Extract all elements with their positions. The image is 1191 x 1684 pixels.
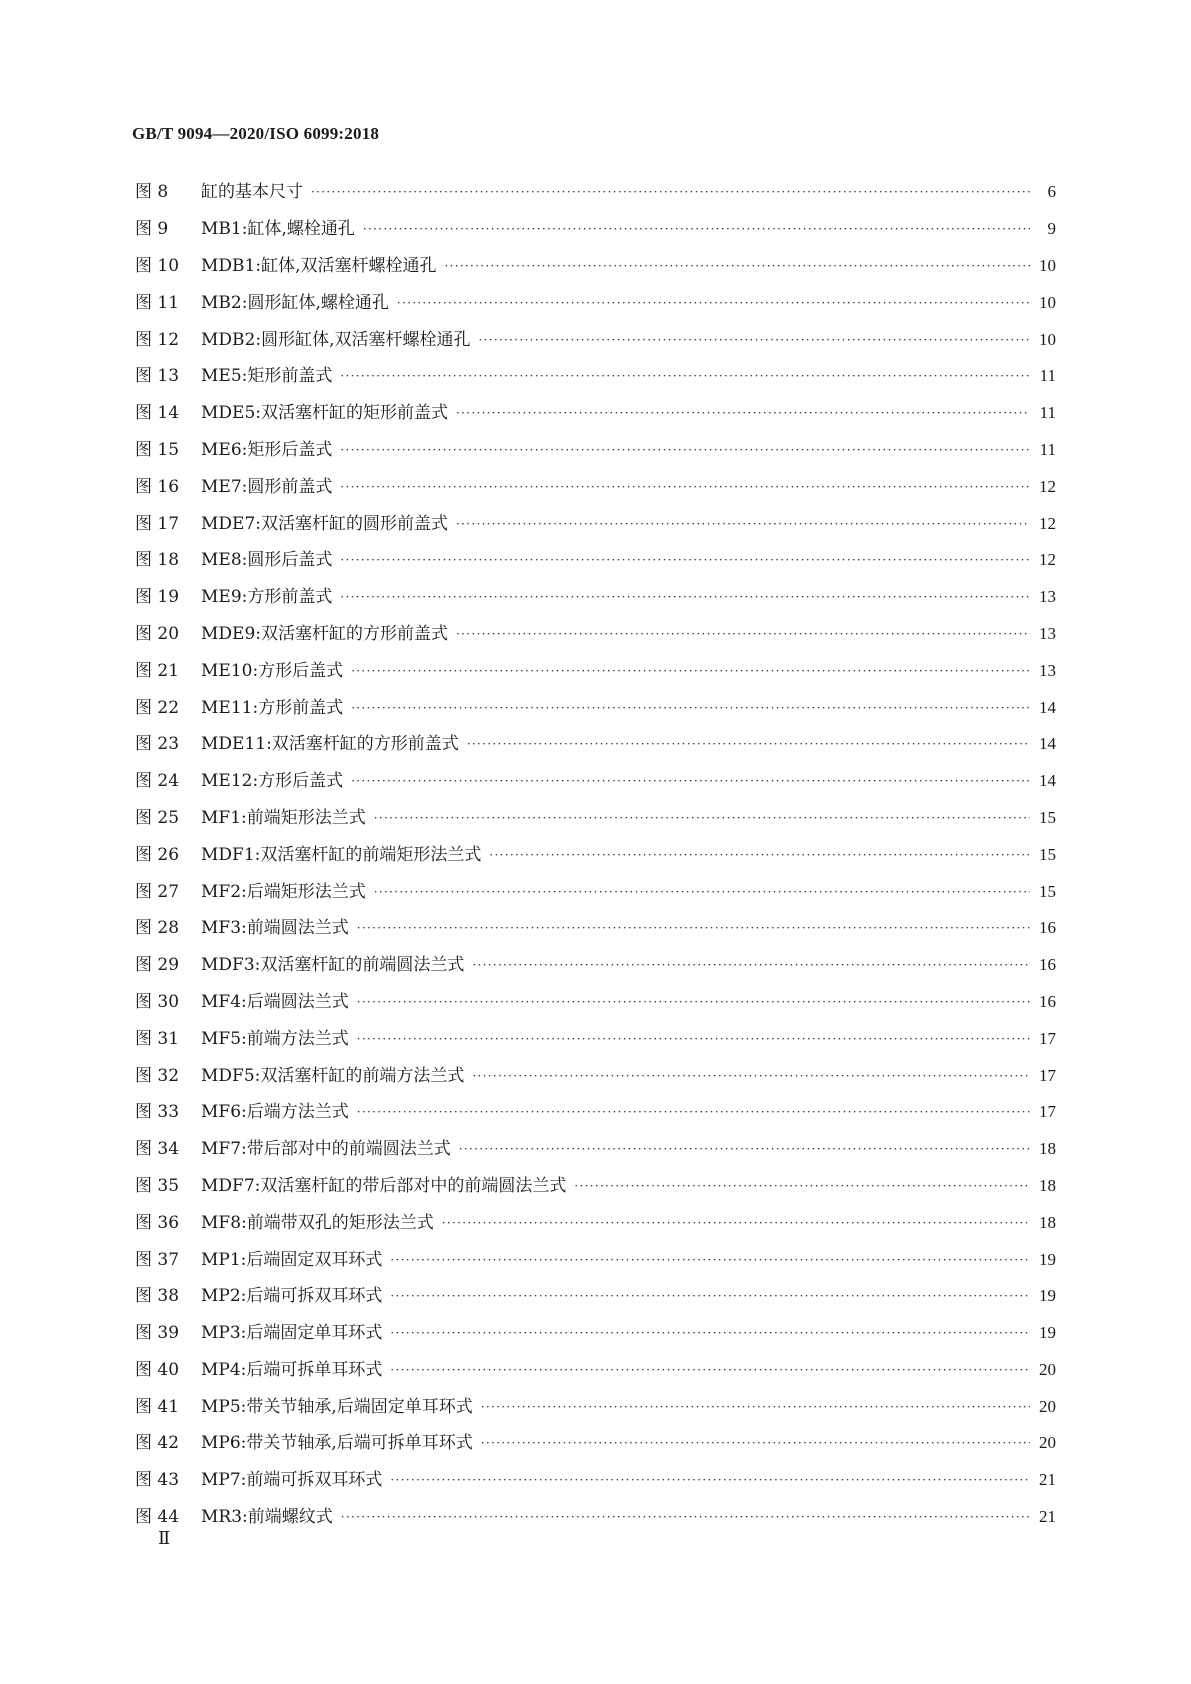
figure-title: ME6:矩形后盖式	[201, 439, 333, 460]
page-ref: 15	[1039, 807, 1056, 827]
figure-title: MDE11:双活塞杆缸的方形前盖式	[201, 734, 459, 755]
page-ref: 14	[1039, 771, 1056, 791]
toc-entry[interactable]	[135, 947, 1056, 984]
figure-label: 图 38	[135, 1286, 180, 1307]
figure-title: MF3:前端圆法兰式	[201, 918, 349, 939]
figure-label: 图 17	[135, 513, 180, 534]
page-ref: 15	[1039, 881, 1056, 901]
figure-label: 图 32	[135, 1065, 180, 1086]
figure-label: 图 36	[135, 1212, 180, 1233]
page-ref: 13	[1039, 587, 1056, 607]
figure-label: 图 30	[135, 991, 180, 1012]
figure-title: MF2:后端矩形法兰式	[201, 881, 366, 902]
toc-entry[interactable]	[135, 1388, 1056, 1425]
figure-title: ME5:矩形前盖式	[201, 366, 333, 387]
figure-label: 图 9	[135, 219, 169, 240]
figure-label: 图 34	[135, 1139, 180, 1160]
toc-entry[interactable]	[135, 873, 1056, 910]
page-ref: 12	[1039, 476, 1056, 496]
figure-title: MB1:缸体,螺栓通孔	[201, 219, 355, 240]
dot-leader	[340, 586, 1030, 608]
dot-leader	[456, 402, 1030, 424]
figure-title: MDF1:双活塞杆缸的前端矩形法兰式	[201, 844, 482, 865]
dot-leader	[472, 954, 1030, 976]
figure-title: MDE9:双活塞杆缸的方形前盖式	[201, 623, 448, 644]
figure-title: MB2:圆形缸体,螺栓通孔	[201, 292, 389, 313]
figure-title: ME9:方形前盖式	[201, 587, 333, 608]
toc-entry[interactable]	[135, 321, 1056, 358]
page-ref: 16	[1039, 955, 1056, 975]
dot-leader	[390, 1285, 1030, 1307]
dot-leader	[341, 1506, 1030, 1528]
dot-leader	[456, 623, 1030, 645]
figure-title: MP3:后端固定单耳环式	[201, 1323, 383, 1344]
page-ref: 21	[1039, 1507, 1056, 1527]
figure-label: 图 14	[135, 403, 180, 424]
dot-leader	[467, 733, 1030, 755]
dot-leader	[442, 1212, 1030, 1234]
figure-label: 图 33	[135, 1102, 180, 1123]
dot-leader	[340, 439, 1030, 461]
dot-leader	[363, 218, 1030, 240]
page-ref: 20	[1039, 1396, 1056, 1416]
page-ref: 14	[1039, 734, 1056, 754]
page-ref: 18	[1039, 1139, 1056, 1159]
toc-entry[interactable]	[135, 800, 1056, 837]
dot-leader	[390, 1469, 1030, 1491]
toc-entry[interactable]	[135, 432, 1056, 469]
page-ref: 21	[1039, 1470, 1056, 1490]
figure-label: 图 37	[135, 1249, 180, 1270]
toc-entry[interactable]	[135, 211, 1056, 248]
page-ref: 13	[1039, 623, 1056, 643]
figure-title: MF4:后端圆法兰式	[201, 991, 349, 1012]
dot-leader	[351, 770, 1030, 792]
dot-leader	[574, 1175, 1030, 1197]
dot-leader	[478, 329, 1030, 351]
dot-leader	[374, 881, 1030, 903]
dot-leader	[481, 1432, 1030, 1454]
figure-title: MF5:前端方法兰式	[201, 1028, 349, 1049]
toc-entry[interactable]	[135, 1131, 1056, 1168]
toc-entry[interactable]	[135, 616, 1056, 653]
toc-entry[interactable]	[135, 1278, 1056, 1315]
toc-entry[interactable]	[135, 726, 1056, 763]
page-ref: 16	[1039, 991, 1056, 1011]
figure-label: 图 22	[135, 697, 180, 718]
toc-entry[interactable]	[135, 174, 1056, 211]
toc-entry[interactable]	[135, 542, 1056, 579]
toc-entry[interactable]	[135, 358, 1056, 395]
page-ref: 12	[1039, 550, 1056, 570]
figure-title: MDF5:双活塞杆缸的前端方法兰式	[201, 1065, 465, 1086]
figure-title: MDF3:双活塞杆缸的前端圆法兰式	[201, 955, 465, 976]
dot-leader	[340, 476, 1030, 498]
figure-label: 图 41	[135, 1396, 180, 1417]
figure-label: 图 10	[135, 255, 180, 276]
figure-label: 图 18	[135, 550, 180, 571]
figure-label: 图 23	[135, 734, 180, 755]
toc-entry[interactable]	[135, 1352, 1056, 1389]
dot-leader	[489, 844, 1030, 866]
figure-label: 图 24	[135, 771, 180, 792]
dot-leader	[397, 292, 1030, 314]
toc-entry[interactable]	[135, 1425, 1056, 1462]
figure-title: MP2:后端可拆双耳环式	[201, 1286, 383, 1307]
page-ref: 17	[1039, 1102, 1056, 1122]
figure-title: MP6:带关节轴承,后端可拆单耳环式	[201, 1433, 473, 1454]
dot-leader	[311, 181, 1030, 203]
toc-entry[interactable]	[135, 1094, 1056, 1131]
figure-label: 图 12	[135, 329, 180, 350]
dot-leader	[472, 1065, 1030, 1087]
figure-title: MF8:前端带双孔的矩形法兰式	[201, 1212, 434, 1233]
dot-leader	[390, 1322, 1030, 1344]
figure-title: MF1:前端矩形法兰式	[201, 807, 366, 828]
figure-label: 图 20	[135, 623, 180, 644]
figure-label: 图 26	[135, 844, 180, 865]
figure-label: 图 13	[135, 366, 180, 387]
dot-leader	[340, 365, 1030, 387]
page-ref: 13	[1039, 660, 1056, 680]
figure-label: 图 29	[135, 955, 180, 976]
dot-leader	[351, 697, 1030, 719]
page-ref: 9	[1047, 219, 1056, 239]
figure-title: ME7:圆形前盖式	[201, 476, 333, 497]
figure-label: 图 21	[135, 660, 180, 681]
figure-label: 图 16	[135, 476, 180, 497]
page-ref: 6	[1047, 182, 1056, 202]
figure-label: 图 8	[135, 182, 169, 203]
figure-title: ME8:圆形后盖式	[201, 550, 333, 571]
figure-title: MP1:后端固定双耳环式	[201, 1249, 383, 1270]
figure-title: MDE7:双活塞杆缸的圆形前盖式	[201, 513, 448, 534]
figure-label: 图 42	[135, 1433, 180, 1454]
toc-entry[interactable]	[135, 910, 1056, 947]
dot-leader	[390, 1359, 1030, 1381]
toc-entry[interactable]	[135, 984, 1056, 1021]
figure-label: 图 35	[135, 1175, 180, 1196]
figure-title: MDB1:缸体,双活塞杆螺栓通孔	[201, 255, 437, 276]
figure-label: 图 39	[135, 1323, 180, 1344]
dot-leader	[481, 1396, 1030, 1418]
figure-title: ME11:方形前盖式	[201, 697, 344, 718]
table-of-contents	[135, 174, 1056, 1535]
toc-entry[interactable]	[135, 1168, 1056, 1205]
figure-title: 缸的基本尺寸	[201, 182, 303, 203]
dot-leader	[374, 807, 1030, 829]
figure-label: 图 44	[135, 1507, 180, 1528]
page-ref: 15	[1039, 844, 1056, 864]
page-ref: 11	[1039, 403, 1056, 423]
page-ref: 20	[1039, 1433, 1056, 1453]
page-ref: 17	[1039, 1065, 1056, 1085]
toc-entry[interactable]	[135, 248, 1056, 285]
dot-leader	[390, 1249, 1030, 1271]
dot-leader	[340, 549, 1030, 571]
toc-entry[interactable]	[135, 689, 1056, 726]
dot-leader	[357, 917, 1030, 939]
document-header: GB/T 9094—2020/ISO 6099:2018	[132, 124, 380, 143]
page-ref: 11	[1039, 366, 1056, 386]
page-ref: 19	[1039, 1323, 1056, 1343]
figure-title: MP7:前端可拆双耳环式	[201, 1470, 383, 1491]
dot-leader	[444, 255, 1030, 277]
page-ref: 17	[1039, 1028, 1056, 1048]
figure-label: 图 28	[135, 918, 180, 939]
dot-leader	[357, 991, 1030, 1013]
figure-title: MDE5:双活塞杆缸的矩形前盖式	[201, 403, 448, 424]
toc-entry[interactable]	[135, 395, 1056, 432]
toc-entry[interactable]	[135, 652, 1056, 689]
toc-entry[interactable]	[135, 1315, 1056, 1352]
page-ref: 19	[1039, 1286, 1056, 1306]
figure-label: 图 19	[135, 587, 180, 608]
figure-label: 图 27	[135, 881, 180, 902]
figure-title: MP4:后端可拆单耳环式	[201, 1359, 383, 1380]
toc-entry[interactable]	[135, 468, 1056, 505]
toc-entry[interactable]	[135, 1462, 1056, 1499]
figure-title: MDF7:双活塞杆缸的带后部对中的前端圆法兰式	[201, 1175, 567, 1196]
figure-label: 图 31	[135, 1028, 180, 1049]
page-ref: 18	[1039, 1175, 1056, 1195]
figure-label: 图 25	[135, 807, 180, 828]
page-ref: 10	[1039, 329, 1056, 349]
page-ref: 20	[1039, 1359, 1056, 1379]
toc-entry[interactable]	[135, 579, 1056, 616]
dot-leader	[456, 513, 1030, 535]
dot-leader	[357, 1028, 1030, 1050]
toc-entry[interactable]	[135, 284, 1056, 321]
figure-title: MDB2:圆形缸体,双活塞杆螺栓通孔	[201, 329, 471, 350]
page-ref: 10	[1039, 292, 1056, 312]
figure-title: MF7:带后部对中的前端圆法兰式	[201, 1139, 451, 1160]
toc-entry[interactable]	[135, 1499, 1056, 1536]
toc-entry[interactable]	[135, 505, 1056, 542]
figure-title: MR3:前端螺纹式	[201, 1507, 333, 1528]
page-ref: 16	[1039, 918, 1056, 938]
toc-entry[interactable]	[135, 1057, 1056, 1094]
toc-entry[interactable]	[135, 1241, 1056, 1278]
dot-leader	[459, 1138, 1030, 1160]
page-ref: 10	[1039, 255, 1056, 275]
figure-title: MP5:带关节轴承,后端固定单耳环式	[201, 1396, 473, 1417]
toc-entry[interactable]	[135, 1020, 1056, 1057]
figure-label: 图 40	[135, 1359, 180, 1380]
figure-title: ME12:方形后盖式	[201, 771, 344, 792]
page-ref: 12	[1039, 513, 1056, 533]
page-ref: 19	[1039, 1249, 1056, 1269]
figure-label: 图 11	[135, 292, 180, 313]
figure-title: ME10:方形后盖式	[201, 660, 344, 681]
page-ref: 14	[1039, 697, 1056, 717]
figure-label: 图 43	[135, 1470, 180, 1491]
dot-leader	[351, 660, 1030, 682]
figure-title: MF6:后端方法兰式	[201, 1102, 349, 1123]
page-number: Ⅱ	[158, 1528, 171, 1548]
toc-entry[interactable]	[135, 1204, 1056, 1241]
toc-entry[interactable]	[135, 763, 1056, 800]
figure-label: 图 15	[135, 439, 180, 460]
toc-entry[interactable]	[135, 836, 1056, 873]
dot-leader	[357, 1101, 1030, 1123]
page-ref: 11	[1039, 439, 1056, 459]
page-ref: 18	[1039, 1212, 1056, 1232]
